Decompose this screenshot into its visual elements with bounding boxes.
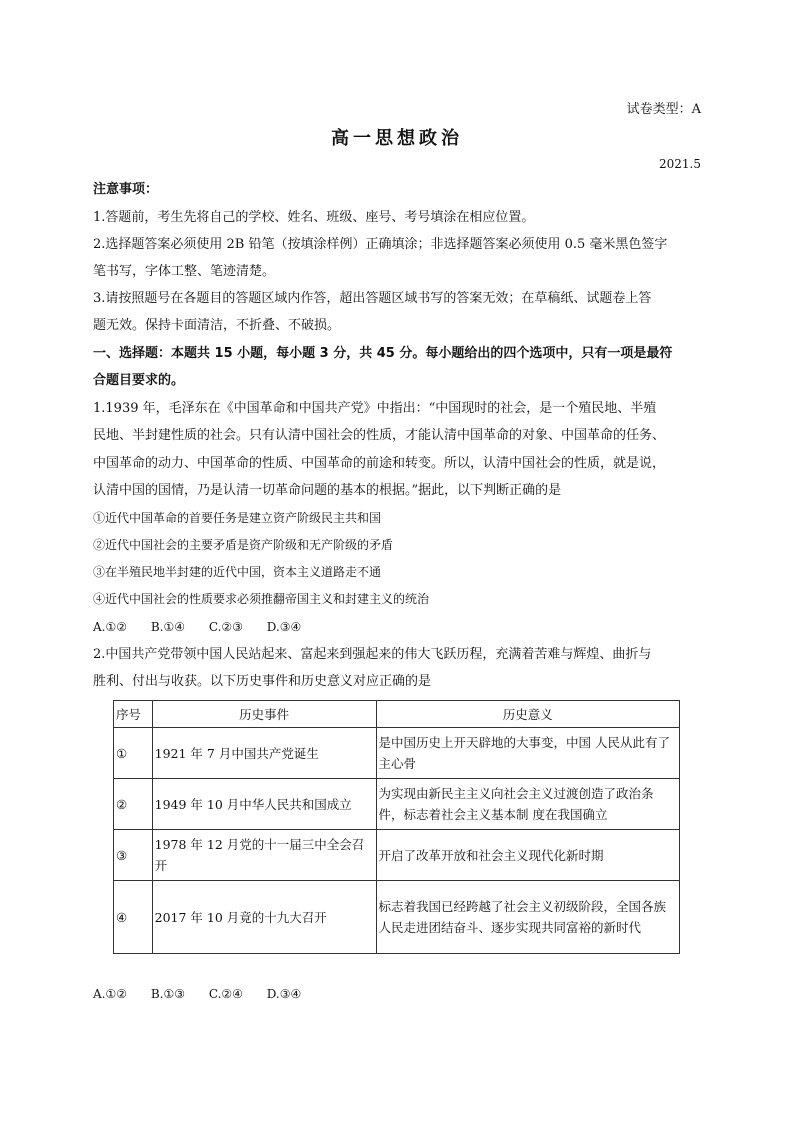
table-cell-event: 1949 年 10 月中华人民共和国成立 bbox=[152, 779, 376, 830]
table-cell-no: ④ bbox=[114, 881, 153, 954]
notes-heading: 注意事项： bbox=[93, 182, 159, 197]
option-b[interactable]: B.①③ bbox=[150, 987, 185, 1001]
table-header: 历史意义 bbox=[376, 701, 679, 728]
table-cell-meaning: 是中国历史上开天辟地的大事变，中国 人民从此有了主心骨 bbox=[376, 728, 679, 779]
notes-line: 笔书写，字体工整、笔迹清楚。 bbox=[93, 264, 276, 279]
question-1-item: ②近代中国社会的主要矛盾是资产阶级和无产阶级的矛盾 bbox=[93, 538, 394, 552]
table-header: 序号 bbox=[114, 701, 153, 728]
table-header: 历史事件 bbox=[152, 701, 376, 728]
table-row bbox=[114, 728, 680, 779]
option-c[interactable]: C.②③ bbox=[208, 620, 243, 634]
section-heading: 一、选择题：本题共 15 小题，每小题 3 分，共 45 分。每小题给出的四个选项中，只有一项是最符 bbox=[93, 346, 673, 361]
table-cell-no: ③ bbox=[114, 830, 153, 881]
section-heading: 合题目要求的。 bbox=[93, 373, 185, 388]
option-c[interactable]: C.②④ bbox=[208, 987, 243, 1001]
table-cell-meaning: 标志着我国已经跨越了社会主义初级阶段，全国各族人民走进团结奋斗、逐步实现共同富裕的新时代 bbox=[376, 881, 679, 954]
notes-line: 3.请按照题号在各题目的答题区域内作答，超出答题区域书写的答案无效；在草稿纸、试题卷上答 bbox=[93, 291, 652, 306]
question-1-item: ①近代中国革命的首要任务是建立资产阶级民主共和国 bbox=[93, 511, 382, 525]
table-cell-meaning: 为实现由新民主主义向社会主义过渡创造了政治条件，标志着社会主义基本制 度在我国确立 bbox=[376, 779, 679, 830]
question-1-stem: 认清中国的国情，乃是认清一切革命问题的基本的根据。”据此，以下判断正确的是 bbox=[93, 483, 562, 498]
table-cell-event: 1921 年 7 月中国共产党诞生 bbox=[152, 728, 376, 779]
table-row bbox=[114, 779, 680, 830]
table-row bbox=[114, 881, 680, 954]
history-table bbox=[113, 700, 680, 954]
option-a[interactable]: A.①② bbox=[93, 987, 127, 1001]
page-title: 高一思想政治 bbox=[331, 128, 463, 149]
option-d[interactable]: D.③④ bbox=[266, 987, 302, 1001]
question-1-stem: 1.1939 年，毛泽东在《中国革命和中国共产党》中指出：“中国现时的社会，是一个殖民地、半殖 bbox=[93, 401, 657, 416]
notes-line: 题无效。保持卡面清洁，不折叠、不破损。 bbox=[93, 318, 341, 333]
question-1-options bbox=[93, 619, 321, 635]
table-cell-no: ② bbox=[114, 779, 153, 830]
table-cell-meaning: 开启了改革开放和社会主义现代化新时期 bbox=[376, 830, 679, 881]
option-b[interactable]: B.①④ bbox=[150, 620, 185, 634]
question-1-stem: 中国革命的动力、中国革命的性质、中国革命的前途和转变。所以，认清中国社会的性质，就是说， bbox=[93, 456, 666, 471]
table-row bbox=[114, 830, 680, 881]
question-2-stem: 2.中国共产党带领中国人民站起来、富起来到强起来的伟大飞跃历程，充满着苦难与辉煌、曲折与 bbox=[93, 647, 652, 662]
question-1-item: ③在半殖民地半封建的近代中国，资本主义道路走不通 bbox=[93, 565, 382, 579]
option-d[interactable]: D.③④ bbox=[266, 620, 302, 634]
notes-line: 2.选择题答案必须使用 2B 铅笔（按填涂样例）正确填涂；非选择题答案必须使用 0.5 毫米黑色签字 bbox=[93, 237, 668, 252]
question-2-options bbox=[93, 986, 321, 1002]
table-cell-event: 2017 年 10 月竟的十九大召开 bbox=[152, 881, 376, 954]
exam-type: 试卷类型：A bbox=[626, 102, 701, 117]
notes-line: 1.答题前，考生先将自己的学校、姓名、班级、座号、考号填涂在相应位置。 bbox=[93, 210, 535, 225]
table-cell-no: ① bbox=[114, 728, 153, 779]
question-2-stem: 胜利、付出与收获。以下历史事件和历史意义对应正确的是 bbox=[93, 674, 432, 689]
exam-date: 2021.5 bbox=[659, 157, 701, 171]
question-1-item: ④近代中国社会的性质要求必须推翻帝国主义和封建主义的统治 bbox=[93, 592, 430, 606]
table-header-row bbox=[114, 701, 680, 728]
table-cell-event: 1978 年 12 月党的十一届三中全会召开 bbox=[152, 830, 376, 881]
question-1-stem: 民地、半封建性质的社会。只有认清中国社会的性质，才能认清中国革命的对象、中国革命的任务、 bbox=[93, 428, 666, 443]
option-a[interactable]: A.①② bbox=[93, 620, 127, 634]
